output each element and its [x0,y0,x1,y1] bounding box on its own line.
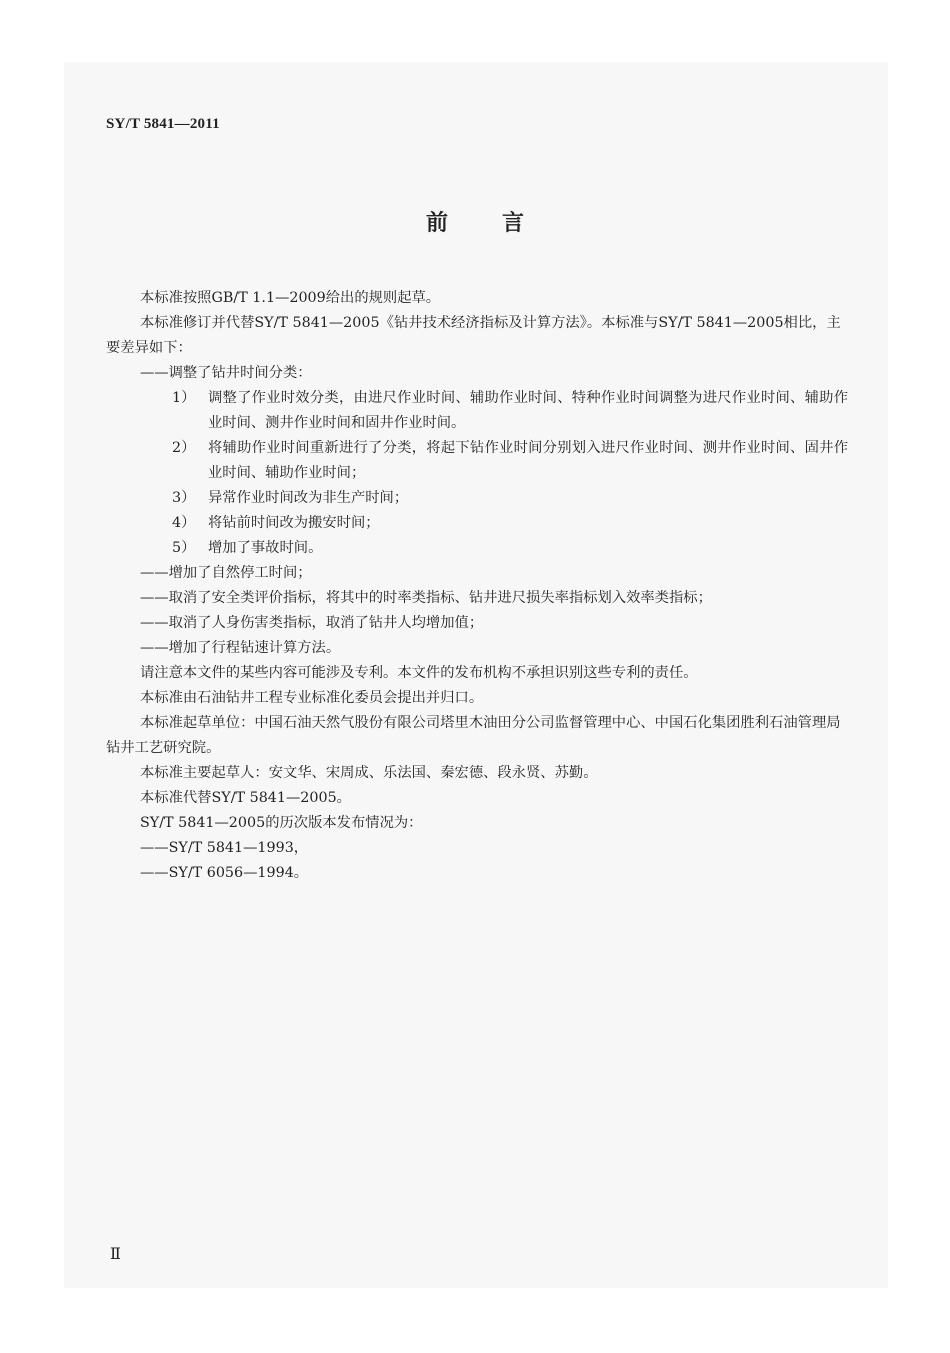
numbered-item [106,436,848,486]
item-number: 4） [172,515,196,531]
list-item-dash: ——调整了钻井时间分类： [140,365,312,381]
numbered-item [106,486,848,511]
paragraph-replaces: 本标准代替SY/T 5841—2005。 [140,790,351,806]
paragraph-history-intro: SY/T 5841—2005的历次版本发布情况为： [140,815,423,831]
item-text: 将钻前时间改为搬安时间； [208,515,380,531]
history-item: ——SY/T 5841—1993， [140,840,309,856]
numbered-item [106,511,848,536]
paragraph-revision: 本标准修订并代替SY/T 5841—2005《钻井技术经济指标及计算方法》。本标准与SY/T 5841—2005相比，主要差异如下： [106,315,841,356]
paragraph-drafters: 本标准主要起草人：安文华、宋周成、乐法国、秦宏德、段永贤、苏勤。 [140,765,598,781]
numbered-item [106,386,848,436]
page-title: 前言 [425,210,578,236]
foreword-body [106,286,848,886]
list-item-dash: ——取消了人身伤害类指标，取消了钻井人均增加值； [140,615,484,631]
paragraph-committee: 本标准由石油钻井工程专业标准化委员会提出并归口。 [140,690,484,706]
list-item-dash: ——增加了行程钻速计算方法。 [140,640,341,656]
list-item-dash: ——增加了自然停工时间； [140,565,312,581]
list-item-dash: ——取消了安全类评价指标，将其中的时率类指标、钻井进尺损失率指标划入效率类指标； [140,590,712,606]
item-text: 将辅助作业时间重新进行了分类，将起下钻作业时间分别划入进尺作业时间、测井作业时间、固井作业时间、辅助作业时间； [208,440,848,481]
item-number: 3） [172,490,196,506]
item-number: 1） [172,390,196,406]
page-number: Ⅱ [110,1246,121,1263]
standard-code-header: SY/T 5841—2011 [106,116,220,132]
item-number: 5） [172,540,196,556]
item-text: 调整了作业时效分类，由进尺作业时间、辅助作业时间、特种作业时间调整为进尺作业时间、辅助作业时间、测井作业时间和固井作业时间。 [208,390,848,431]
item-text: 增加了事故时间。 [208,540,323,556]
paragraph-drafting-rule: 本标准按照GB/T 1.1—2009给出的规则起草。 [140,290,441,306]
paragraph-patent-notice: 请注意本文件的某些内容可能涉及专利。本文件的发布机构不承担识别这些专利的责任。 [140,665,698,681]
history-item: ——SY/T 6056—1994。 [140,865,309,881]
paragraph-drafting-units: 本标准起草单位：中国石油天然气股份有限公司塔里木油田分公司监督管理中心、中国石化集团胜利石油管理局钻井工艺研究院。 [106,715,841,756]
item-text: 异常作业时间改为非生产时间； [208,490,409,506]
numbered-item [106,536,848,561]
item-number: 2） [172,440,196,456]
